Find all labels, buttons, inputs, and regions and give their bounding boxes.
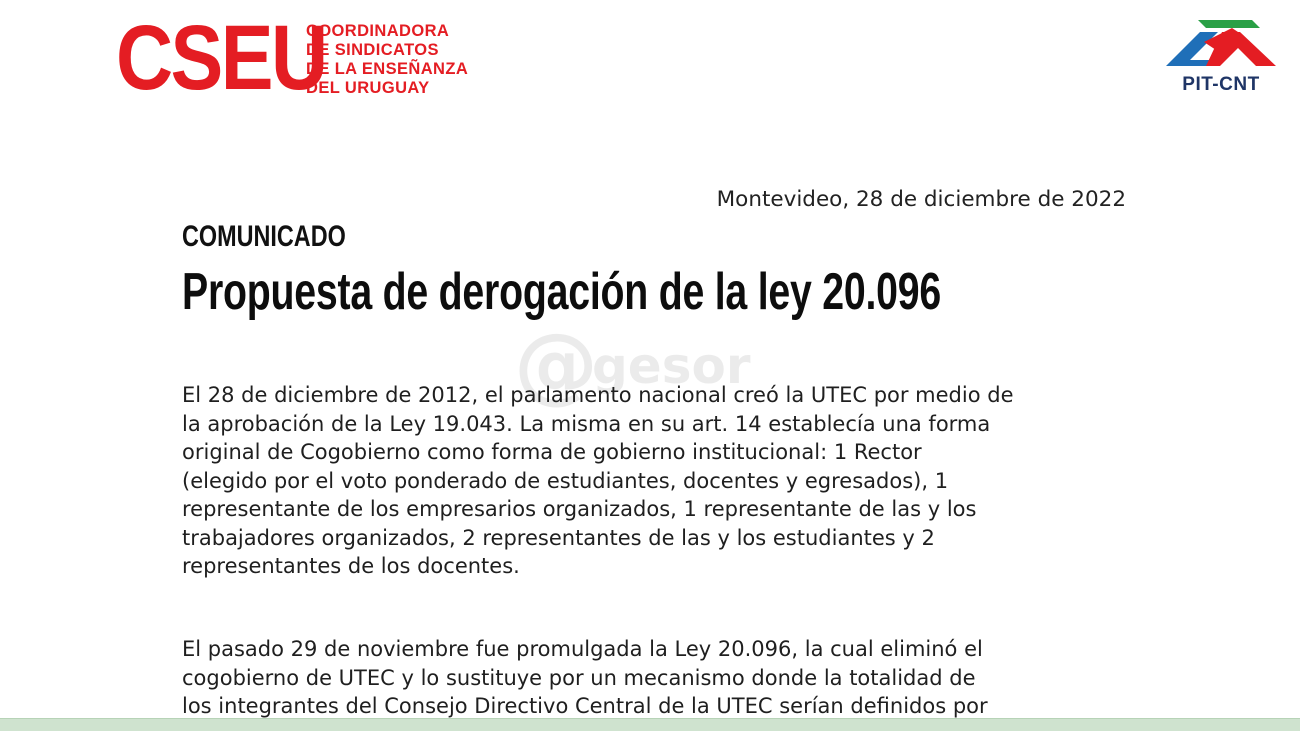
pit-cnt-emblem-icon [1160,18,1282,74]
paragraph-2 [182,635,1142,721]
cseu-logo-line: COORDINADORA [306,22,450,40]
paragraph-line: los integrantes del Consejo Directivo Central de la UTEC serían definidos por [182,694,988,718]
paragraph-line: (elegido por el voto ponderado de estudiantes, docentes y egresados), 1 [182,468,949,493]
pit-cnt-logo [1160,18,1282,98]
paragraph-line: cogobierno de UTEC y lo sustituye por un mecanismo donde la totalidad de [182,665,976,690]
watermark-word: gesor [592,337,751,395]
cseu-logo-line: DEL URUGUAY [306,79,430,97]
paragraph-line: El 28 de diciembre de 2012, el parlamento nacional creó la UTEC por medio de [182,383,1014,407]
cseu-logo-text [306,18,468,98]
paragraph-line: original de Cogobierno como forma de gobierno institucional: 1 Rector [182,440,922,464]
paragraph-line: representante de los empresarios organizados, 1 representante de las y los [182,497,977,521]
document-date: Montevideo, 28 de diciembre de 2022 [716,187,1126,212]
paragraph-line: la aprobación de la Ley 19.043. La misma en su art. 14 establecía una forma [182,411,991,436]
paragraph-line: trabajadores organizados, 2 representantes de las y los estudiantes y 2 [182,525,935,550]
paragraph-1 [182,381,1142,581]
document-kind: COMUNICADO [182,220,346,253]
cseu-logo-mark: CSEU [116,7,326,109]
cseu-logo [116,7,469,109]
watermark-at-symbol: @ [514,315,598,413]
cseu-logo-line: DE SINDICATOS [306,41,439,59]
bottom-strip [0,718,1300,731]
document-title: Propuesta de derogación de la ley 20.096 [182,263,942,321]
paragraph-line: El pasado 29 de noviembre fue promulgada la Ley 20.096, la cual eliminó el [182,637,983,661]
pit-cnt-logo-text: PIT-CNT [1182,74,1260,95]
cseu-logo-line: DE LA ENSEÑANZA [306,60,469,78]
paragraph-line: representantes de los docentes. [182,554,520,578]
